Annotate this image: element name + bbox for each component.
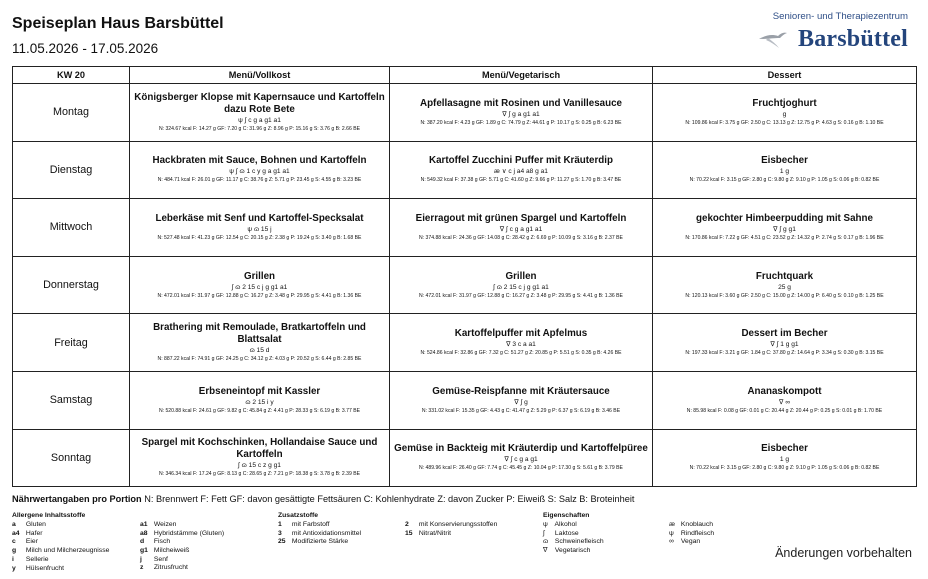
- alcohol-icon: ψ: [543, 521, 548, 528]
- nutrition-info: N: 387.20 kcal F: 4.23 g GF: 1.89 g C: 74.79 g Z: 44.61 g P: 10.17 g S: 0.25 g B: 6.23 BE: [420, 119, 622, 126]
- table-row: [13, 256, 917, 314]
- table-row: [13, 141, 917, 199]
- allergen-codes: ∇ ∫ c g a g1 a1: [499, 225, 543, 233]
- table-row: [13, 199, 917, 257]
- nutrition-info: N: 472.01 kcal F: 31.97 g GF: 12.88 g C: 16.27 g Z: 3.48 g P: 29.95 g S: 4.41 g B: 1.36 BE: [157, 292, 362, 299]
- vegetarisch-cell: [390, 199, 653, 257]
- table-header-row: [13, 67, 917, 84]
- legend-item: ɷ Schweinefleisch: [543, 538, 604, 546]
- dish-name: Eisbecher: [761, 443, 808, 455]
- legend-item: g1 Milcheiweiß: [140, 547, 190, 554]
- dessert-cell: [653, 256, 917, 314]
- allergen-codes: ∇ 3 c a a1: [506, 341, 536, 349]
- allergen-codes: 25 g: [778, 283, 791, 291]
- legend-additives-title: Zusatzstoffe: [278, 512, 319, 519]
- page-title: Speiseplan Haus Barsbüttel: [12, 15, 224, 32]
- garlic-icon: æ: [669, 520, 676, 528]
- dish-name: Spargel mit Kochschinken, Hollandaise Sauce und Kartoffeln: [141, 437, 378, 461]
- nutrition-info: N: 170.86 kcal F: 7.22 g GF: 4.51 g C: 23.52 g Z: 14.32 g P: 2.74 g S: 0.17 g B: 1.96 BE: [685, 234, 884, 241]
- nutrition-info: N: 324.67 kcal F: 14.27 g GF: 7.20 g C: 31.96 g Z: 8.96 g P: 15.16 g S: 3.76 g B: 2.66 BE: [158, 125, 361, 132]
- nutrition-info: N: 527.48 kcal F: 41.23 g GF: 12.54 g C: 20.15 g Z: 2.38 g P: 19.24 g S: 3.40 g B: 1.68 BE: [157, 234, 362, 241]
- legend-item: a8 Hybridstämme (Gluten): [140, 529, 225, 537]
- legend-item: c Eier: [12, 538, 38, 546]
- dish-name: Kartoffelpuffer mit Apfelmus: [454, 328, 588, 340]
- legend-item: g Milch und Milcherzeugnisse: [12, 547, 110, 555]
- nutrition-info: N: 346.34 kcal F: 17.24 g GF: 8.13 g C: 28.65 g Z: 7.21 g P: 18.38 g S: 3.78 g B: 2.39 BE: [158, 471, 361, 478]
- allergen-codes: 1 g: [779, 456, 790, 464]
- day-cell: Samstag: [13, 371, 130, 429]
- nutrition-info: N: 120.13 kcal F: 3.60 g GF: 2.50 g C: 15.00 g Z: 14.00 g P: 6.40 g S: 0.10 g B: 1.25 BE: [685, 292, 884, 299]
- dish-name: Apfellasagne mit Rosinen und Vanillesauce: [420, 97, 622, 109]
- legend-properties-title: Eigenschaften: [543, 512, 590, 519]
- day-cell: Dienstag: [13, 141, 130, 199]
- allergen-codes: g: [782, 110, 787, 118]
- dessert-cell: [653, 141, 917, 199]
- legend-item: a4 Hafer: [12, 529, 43, 537]
- dessert-cell: [653, 429, 917, 487]
- nutrition-info: N: 85.98 kcal F: 0.08 g GF: 0.01 g C: 20.44 g Z: 20.44 g P: 0.25 g S: 0.01 g B: 1.70 BE: [686, 407, 883, 414]
- dish-name: Hackbraten mit Sauce, Bohnen und Kartoffeln: [152, 155, 367, 167]
- dish-name: Ananaskompott: [747, 385, 822, 397]
- vollkost-cell: [130, 84, 390, 142]
- legend-properties: [543, 512, 663, 556]
- nutrition-info: N: 549.32 kcal F: 37.38 g GF: 5.71 g C: 41.60 g Z: 9.66 g P: 11.27 g S: 1.70 g B: 3.47 BE: [420, 177, 622, 184]
- legend-item: z Zitrusfrucht: [140, 564, 188, 572]
- dish-name: Grillen: [243, 270, 276, 282]
- legend-item: ∞ Vegan: [669, 538, 701, 546]
- header-week: KW 20: [13, 67, 130, 84]
- dish-name: Erbseneintopf mit Kassler: [198, 385, 321, 397]
- allergen-codes: ψ ɷ 15 j: [247, 225, 272, 233]
- vegan-icon: ∞: [669, 538, 674, 546]
- nutrition-info: N: 331.02 kcal F: 15.35 g GF: 4.43 g C: 41.47 g Z: 5.29 g P: 6.37 g S: 6.19 g B: 3.46 BE: [421, 407, 621, 414]
- allergen-codes: ∫ ɷ 2 15 c j g g1 a1: [231, 283, 288, 291]
- legend-additives: [278, 512, 404, 547]
- legend-item: æ Knoblauch: [669, 520, 714, 528]
- dessert-cell: [653, 84, 917, 142]
- nutrition-info: N: 524.86 kcal F: 32.86 g GF: 7.32 g C: 51.27 g Z: 20.85 g P: 5.51 g S: 0.35 g B: 4.26 BE: [420, 350, 622, 357]
- legend-item: ψ Rindfleisch: [669, 529, 715, 537]
- vollkost-cell: [130, 429, 390, 487]
- nutrition-legend-text: N: Brennwert F: Fett GF: davon gesättigte Fettsäuren C: Kohlenhydrate Z: davon Zucker P: Eiweiß S: Salz B: Broteinheit: [141, 494, 635, 504]
- page-header: [12, 14, 224, 57]
- legend-allergens: [12, 512, 140, 573]
- legend-item: 15 Nitrat/Nitrit: [405, 529, 451, 537]
- legend-item: j Senf: [140, 555, 168, 563]
- logo-name: Barsbüttel: [798, 26, 908, 52]
- day-cell: Sonntag: [13, 429, 130, 487]
- allergen-codes: ∫ ɷ 15 c z g g1: [238, 462, 281, 470]
- header-vegetarisch: Menü/Vegetarisch: [390, 67, 653, 84]
- allergen-codes: ɷ 2 15 i y: [245, 398, 274, 406]
- day-cell: Mittwoch: [13, 199, 130, 257]
- table-row: [13, 429, 917, 487]
- allergen-codes: ∇ ∫ g: [514, 398, 528, 406]
- nutrition-info: N: 520.88 kcal F: 24.61 g GF: 9.82 g C: 45.84 g Z: 4.41 g P: 28.33 g S: 6.19 g B: 3.77 BE: [158, 407, 361, 414]
- allergen-codes: ∇ ∫ 1 g g1: [770, 341, 799, 349]
- legend-item: 2 mit Konservierungsstoffen: [405, 520, 498, 528]
- nutrition-info: N: 109.86 kcal F: 3.75 g GF: 2.50 g C: 13.13 g Z: 12.75 g P: 4.63 g S: 0.16 g B: 1.10 BE: [685, 119, 884, 126]
- vollkost-cell: [130, 141, 390, 199]
- nutrition-info: N: 489.96 kcal F: 26.40 g GF: 7.74 g C: 45.45 g Z: 10.04 g P: 17.30 g S: 5.61 g B: 3.79 BE: [419, 465, 623, 472]
- dish-name: Kartoffel Zucchini Puffer mit Kräuterdip: [429, 155, 613, 167]
- vegetarisch-cell: [390, 314, 653, 372]
- vegetarisch-cell: [390, 371, 653, 429]
- menu-table: [12, 66, 917, 487]
- dish-name: Eisbecher: [761, 155, 808, 167]
- header-dessert: Dessert: [653, 67, 917, 84]
- legend-allergens-2: [140, 512, 260, 573]
- dish-name: Eierragout mit grünen Spargel und Kartoffeln: [415, 212, 627, 224]
- pork-icon: ɷ: [543, 538, 549, 546]
- legend-properties-2: [669, 512, 759, 547]
- vollkost-cell: [130, 371, 390, 429]
- nutrition-info: N: 472.01 kcal F: 31.97 g GF: 12.88 g C: 16.27 g Z: 3.48 g P: 29.95 g S: 4.41 g B: 1.36 BE: [419, 292, 623, 299]
- logo: [758, 11, 908, 55]
- allergen-codes: ∫ ɷ 2 15 c j g g1 a1: [493, 283, 549, 291]
- legend-item: a1 Weizen: [140, 520, 177, 528]
- allergen-codes: ψ ∫ ɷ 1 c y g a g1 a1: [229, 168, 290, 176]
- nutrition-info: N: 374.88 kcal F: 24.36 g GF: 14.08 g C: 28.42 g Z: 6.69 g P: 10.09 g S: 3.16 g B: 2.37 BE: [419, 234, 623, 241]
- allergen-codes: æ ∨ c j a4 a8 g a1: [494, 168, 548, 176]
- day-cell: Montag: [13, 84, 130, 142]
- legend-additives-2: [405, 512, 535, 538]
- legend-item: ∫ Laktose: [543, 529, 579, 537]
- legend-item: 1 mit Farbstoff: [278, 521, 330, 528]
- dish-name: Dessert im Becher: [741, 328, 828, 340]
- legend-item: a Gluten: [12, 521, 46, 528]
- vegetarisch-cell: [390, 84, 653, 142]
- logo-tagline: Senioren- und Therapiezentrum: [772, 11, 908, 22]
- vollkost-cell: [130, 256, 390, 314]
- dish-name: Königsberger Klopse mit Kapernsauce und Kartoffeln dazu Rote Bete: [134, 91, 385, 115]
- header-vollkost: Menü/Vollkost: [130, 67, 390, 84]
- legend-item: 25 Modifizierte Stärke: [278, 538, 349, 546]
- dish-name: gekochter Himbeerpudding mit Sahne: [696, 212, 873, 224]
- changes-notice: Änderungen vorbehalten: [775, 546, 912, 560]
- dessert-cell: [653, 199, 917, 257]
- table-row: [13, 84, 917, 142]
- allergen-codes: 1 g: [779, 168, 790, 176]
- day-cell: Donnerstag: [13, 256, 130, 314]
- legend-item: 3 mit Antioxidationsmittel: [278, 529, 362, 537]
- date-range: 11.05.2026 - 17.05.2026: [12, 41, 159, 56]
- nutrition-info: N: 484.71 kcal F: 26.01 g GF: 11.17 g C: 38.76 g Z: 5.71 g P: 23.45 g S: 4.55 g B: 3.23 BE: [157, 177, 362, 184]
- nutrition-info: N: 197.33 kcal F: 3.21 g GF: 1.84 g C: 37.80 g Z: 14.64 g P: 3.34 g S: 0.30 g B: 3.15 BE: [685, 350, 884, 357]
- dish-name: Grillen: [505, 270, 537, 282]
- nutrition-legend: [12, 494, 634, 504]
- allergen-codes: ∇ ∫ g a g1 a1: [502, 110, 540, 118]
- beef-icon: ψ: [669, 529, 674, 537]
- legend-item: d Fisch: [140, 538, 171, 546]
- dish-name: Fruchtjoghurt: [752, 97, 817, 109]
- dessert-cell: [653, 371, 917, 429]
- vollkost-cell: [130, 314, 390, 372]
- dish-name: Leberkäse mit Senf und Kartoffel-Specksalat: [155, 212, 364, 224]
- dish-name: Fruchtquark: [755, 270, 814, 282]
- bird-icon: [758, 25, 788, 49]
- vegetarisch-cell: [390, 141, 653, 199]
- nutrition-info: N: 70.22 kcal F: 3.15 g GF: 2.80 g C: 9.80 g Z: 9.10 g P: 1.05 g S: 0.06 g B: 0.82 BE: [689, 177, 880, 184]
- vegetarisch-cell: [390, 256, 653, 314]
- allergen-codes: ∇ ∫ c g a g1: [504, 456, 538, 464]
- dish-name: Gemüse-Reispfanne mit Kräutersauce: [432, 385, 610, 397]
- allergen-codes: ∇ ∫ g g1: [773, 225, 796, 233]
- vegetarian-icon: ∇: [543, 547, 548, 555]
- vegetarisch-cell: [390, 429, 653, 487]
- nutrition-info: N: 70.22 kcal F: 3.15 g GF: 2.80 g C: 9.80 g Z: 9.10 g P: 1.05 g S: 0.06 g B: 0.82 BE: [689, 465, 880, 472]
- table-row: [13, 314, 917, 372]
- legend-item: ψ Alkohol: [543, 521, 577, 528]
- legend-item: i Sellerie: [12, 555, 49, 563]
- table-row: [13, 371, 917, 429]
- vollkost-cell: [130, 199, 390, 257]
- dish-name: Brathering mit Remoulade, Bratkartoffeln und Blattsalat: [153, 322, 366, 346]
- allergen-codes: ɷ 15 d: [249, 347, 270, 355]
- nutrition-info: N: 887.22 kcal F: 74.91 g GF: 24.25 g C: 34.12 g Z: 4.03 g P: 20.52 g S: 6.44 g B: 2.85 BE: [157, 356, 362, 363]
- lactose-icon: ∫: [543, 529, 545, 537]
- dessert-cell: [653, 314, 917, 372]
- dish-name: Gemüse in Backteig mit Kräuterdip und Kartoffelpüree: [394, 443, 648, 455]
- nutrition-legend-title: Nährwertangaben pro Portion: [12, 494, 142, 504]
- allergen-codes: ∇ ∞: [779, 398, 790, 406]
- legend-item: y Hülsenfrucht: [12, 564, 65, 572]
- legend-item: ∇ Vegetarisch: [543, 547, 591, 555]
- allergen-codes: ψ ∫ c g a g1 a1: [238, 116, 281, 124]
- legend-allergens-title: Allergene Inhaltsstoffe: [12, 512, 86, 519]
- day-cell: Freitag: [13, 314, 130, 372]
